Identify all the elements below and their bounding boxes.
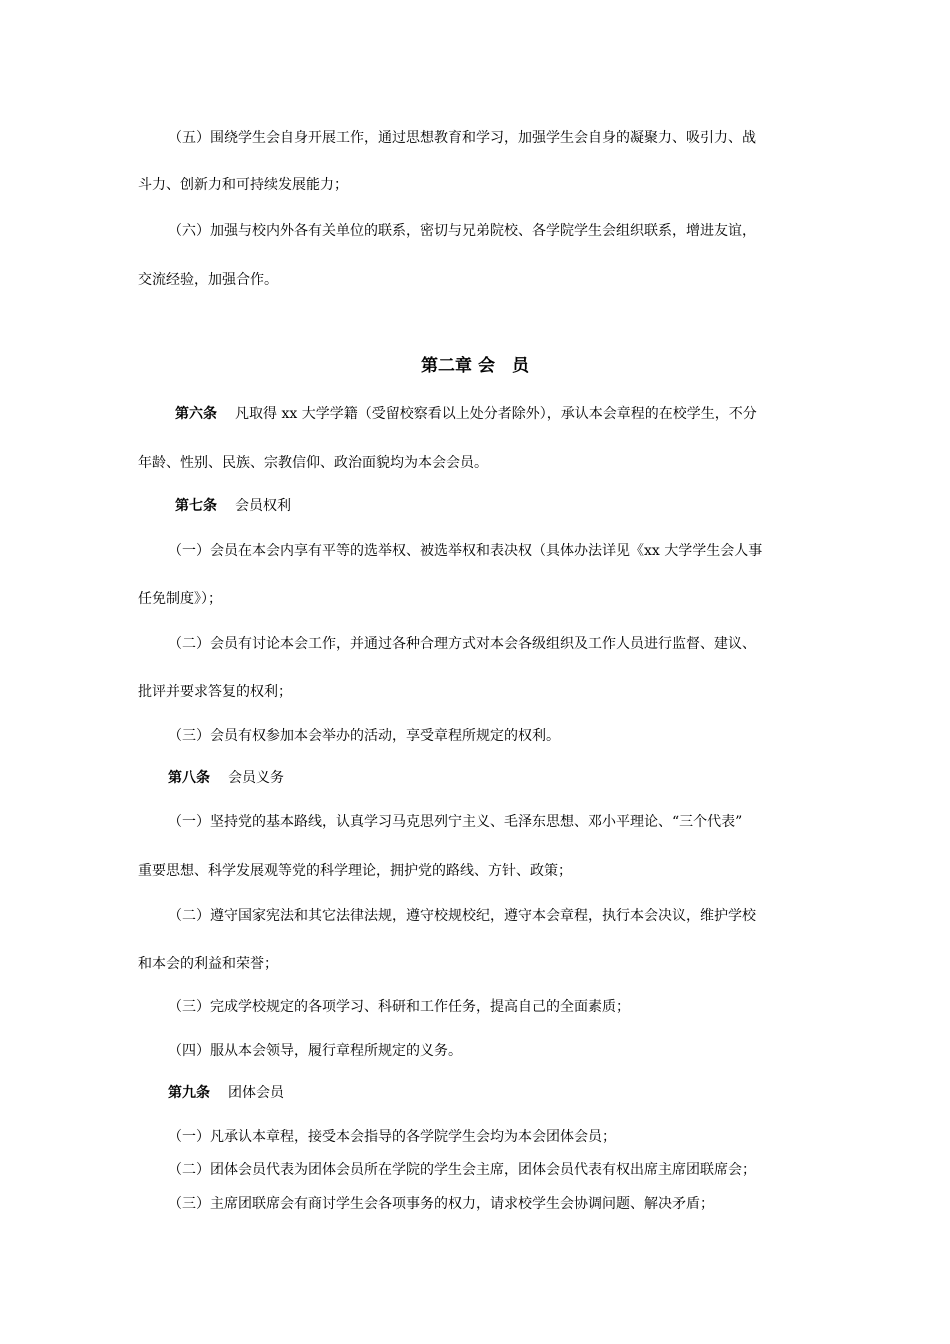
article-9-item-3: （三）主席团联席会有商讨学生会各项事务的权力，请求校学生会协调问题、解决矛盾； <box>168 1196 714 1212</box>
article-8-item-1-line-1: （一）坚持党的基本路线，认真学习马克思列宁主义、毛泽东思想、邓小平理论、“三个代表” <box>168 814 743 830</box>
article-6-heading: 第六条 <box>175 406 217 422</box>
article-7-heading: 第七条 <box>175 498 217 514</box>
article-7-item-1-line-2: 任免制度》）； <box>138 591 222 607</box>
article-7-item-2-line-1: （二）会员有讨论本会工作，并通过各种合理方式对本会各级组织及工作人员进行监督、建议、 <box>168 636 756 652</box>
article-6-line-2: 年龄、性别、民族、宗教信仰、政治面貌均为本会会员。 <box>138 455 488 471</box>
article-8-item-2-line-1: （二）遵守国家宪法和其它法律法规，遵守校规校纪，遵守本会章程，执行本会决议，维护学校 <box>168 908 756 924</box>
article-7-title: 会员权利 <box>235 498 291 514</box>
paragraph-6-line-2: 交流经验，加强合作。 <box>138 272 278 288</box>
article-9-heading: 第九条 <box>168 1085 210 1101</box>
article-7-heading-line <box>175 496 291 516</box>
article-7-item-3: （三）会员有权参加本会举办的活动，享受章程所规定的权利。 <box>168 728 560 744</box>
article-6-line-1 <box>175 404 757 424</box>
article-8-item-3: （三）完成学校规定的各项学习、科研和工作任务，提高自己的全面素质； <box>168 999 630 1015</box>
article-7-item-2-line-2: 批评并要求答复的权利； <box>138 684 292 700</box>
chapter-title: 第二章 会 员 <box>421 356 529 376</box>
article-9-title: 团体会员 <box>228 1085 284 1101</box>
article-8-heading: 第八条 <box>168 770 210 786</box>
article-9-item-2: （二）团体会员代表为团体会员所在学院的学生会主席，团体会员代表有权出席主席团联席会； <box>168 1162 756 1178</box>
article-8-heading-line <box>168 768 284 788</box>
paragraph-5-line-2: 斗力、创新力和可持续发展能力； <box>138 177 348 193</box>
article-6-text: 凡取得 xx 大学学籍（受留校察看以上处分者除外），承认本会章程的在校学生，不分 <box>235 406 757 422</box>
paragraph-5-line-1: （五）围绕学生会自身开展工作，通过思想教育和学习，加强学生会自身的凝聚力、吸引力、战 <box>168 130 756 146</box>
article-8-item-1-line-2: 重要思想、科学发展观等党的科学理论，拥护党的路线、方针、政策； <box>138 863 572 879</box>
paragraph-6-line-1: （六）加强与校内外各有关单位的联系，密切与兄弟院校、各学院学生会组织联系，增进友谊， <box>168 223 756 239</box>
article-8-title: 会员义务 <box>228 770 284 786</box>
article-9-heading-line <box>168 1083 284 1103</box>
article-8-item-2-line-2: 和本会的利益和荣誉； <box>138 956 278 972</box>
article-9-item-1: （一）凡承认本章程，接受本会指导的各学院学生会均为本会团体会员； <box>168 1129 616 1145</box>
article-7-item-1-line-1: （一）会员在本会内享有平等的选举权、被选举权和表决权（具体办法详见《xx 大学学生会人事 <box>168 543 763 559</box>
article-8-item-4: （四）服从本会领导，履行章程所规定的义务。 <box>168 1043 462 1059</box>
